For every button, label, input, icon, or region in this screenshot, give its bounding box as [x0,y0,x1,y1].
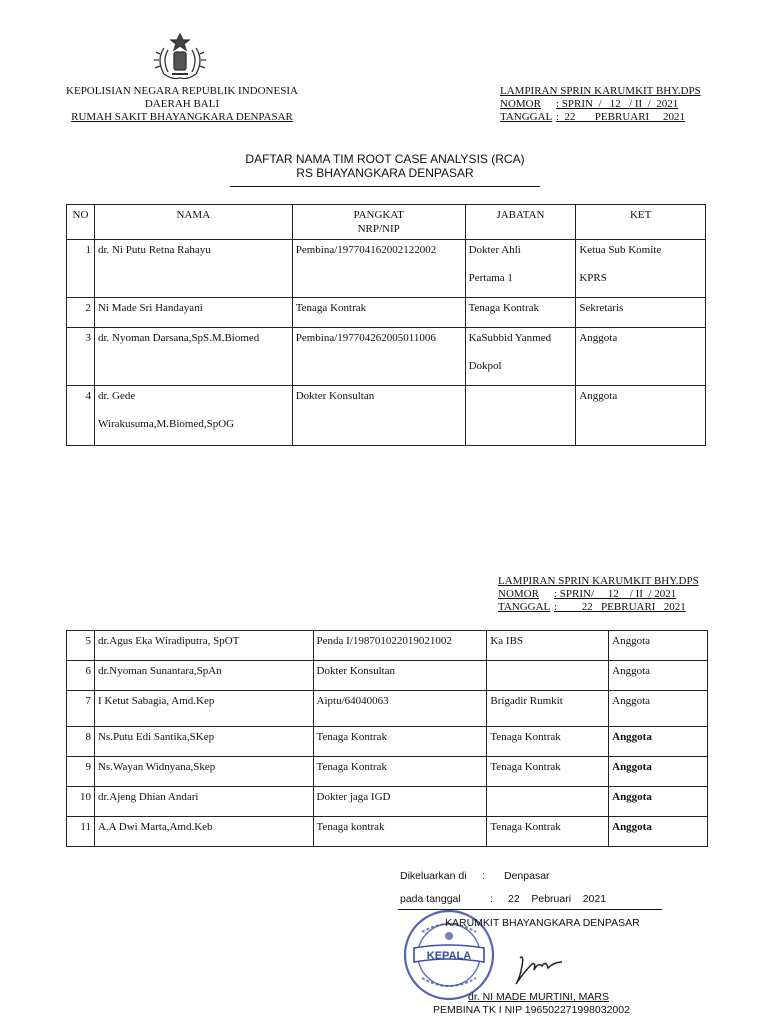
cell-jabatan: Tenaga Kontrak [487,817,609,847]
cell-nama: dr.Ajeng Dhian Andari [94,787,313,817]
col-header-no: NO [67,205,95,240]
cell-ket: Anggota [609,691,708,727]
issued-date-value: 22 Pebruari 2021 [508,893,607,905]
org-line-1: KEPOLISIAN NEGARA REPUBLIK INDONESIA [66,85,298,97]
nomor-label: NOMOR [500,98,541,110]
cell-ket: Anggota [609,817,708,847]
cell-pangkat: Tenaga Kontrak [292,298,465,328]
table-row [67,661,708,691]
cell-no: 10 [67,787,95,817]
reference-block-1 [500,85,702,124]
cell-nama-line2: Wirakusuma,M.Biomed,SpOG [97,418,235,430]
cell-pangkat: Dokter Konsultan [313,661,487,691]
cell-jabatan [487,787,609,817]
cell-ket: Sekretaris [576,298,706,328]
cell-nama-line1: dr. Ni Putu Retna Rahayu [97,244,211,256]
cell-jabatan: Tenaga Kontrak [465,298,576,328]
table-row [67,787,708,817]
cell-jabatan: Tenaga Kontrak [487,727,609,757]
issued-at-sep: : [482,870,485,882]
cell-no: 6 [67,661,95,691]
cell-pangkat: Pembina/197704162002122002 [292,240,465,298]
cell-no: 9 [67,757,95,787]
document-title [230,152,540,180]
cell-nama: Ns.Wayan Widnyana,Skep [94,757,313,787]
cell-pangkat: Tenaga Kontrak [313,757,487,787]
issued-date-label: pada tanggal [400,893,461,905]
cell-no: 11 [67,817,95,847]
stamp-text: KEPALA [426,950,472,962]
cell-nama: dr.Nyoman Sunantara,SpAn [94,661,313,691]
cell-pangkat: Tenaga Kontrak [313,727,487,757]
cell-no: 1 [67,240,95,298]
reference-block-2 [498,575,702,614]
institution-header [64,85,300,124]
nomor-label: NOMOR [498,588,539,600]
cell-ket: Anggota [609,631,708,661]
issued-date-sep: : [490,893,493,905]
table-row [67,691,708,727]
cell-no: 3 [67,328,95,386]
col-header-pangkat-line2: NRP/NIP [357,223,400,235]
table-row [67,328,706,386]
issued-at-label: Dikeluarkan di [400,870,467,882]
cell-ket: Anggota [609,787,708,817]
cell-no: 8 [67,727,95,757]
cell-jabatan [465,240,576,298]
lampiran-label: LAMPIRAN SPRIN KARUMKIT BHY.DPS [498,575,699,587]
tanggal-value: : 22 PEBRUARI 2021 [556,111,685,123]
cell-nama [94,386,292,446]
cell-nama-line1: dr. Gede [97,390,136,402]
cell-ket: Anggota [609,727,708,757]
col-header-jabatan: JABATAN [465,205,576,240]
cell-no: 4 [67,386,95,446]
signatory-name: dr. NI MADE MURTINI, MARS [468,991,609,1003]
cell-nama: Ni Made Sri Handayani [94,298,292,328]
cell-pangkat: Dokter jaga IGD [313,787,487,817]
tanggal-label: TANGGAL [498,601,551,613]
cell-ket: Anggota [576,328,706,386]
nomor-value: : SPRIN / 12 / II / 2021 [556,98,679,110]
cell-jabatan [465,386,576,446]
cell-pangkat: Pembina/197704262005011006 [292,328,465,386]
cell-ket [576,240,706,298]
cell-no: 7 [67,691,95,727]
nomor-value: : SPRIN/ 12 / II / 2021 [554,588,677,600]
table-row [67,817,708,847]
cell-jabatan-line2: Pertama 1 [468,272,513,284]
cell-nama: I Ketut Sabagia, Amd.Kep [94,691,313,727]
table-row [67,727,708,757]
cell-jabatan-line1: KaSubbid Yanmed [468,332,552,344]
cell-jabatan [487,661,609,691]
cell-ket: Anggota [609,757,708,787]
lampiran-label: LAMPIRAN SPRIN KARUMKIT BHY.DPS [500,85,701,97]
cell-jabatan: Tenaga Kontrak [487,757,609,787]
cell-pangkat: Dokter Konsultan [292,386,465,446]
cell-jabatan: Brigadir Rumkit [487,691,609,727]
handwritten-signature [502,944,568,990]
cell-pangkat: Penda I/198701022019021002 [313,631,487,661]
cell-nama: dr. Nyoman Darsana,SpS.M.Biomed [94,328,292,386]
cell-ket: Anggota [609,661,708,691]
cell-ket-line2: KPRS [579,272,607,284]
cell-pangkat: Tenaga kontrak [313,817,487,847]
title-underline [230,186,540,187]
cell-jabatan: Ka IBS [487,631,609,661]
signatory-rank-nip: PEMBINA TK I NIP 196502271998032002 [433,1004,630,1016]
cell-nama: dr.Agus Eka Wiradiputra, SpOT [94,631,313,661]
cell-ket-line1: Ketua Sub Komite [579,244,662,256]
cell-no: 2 [67,298,95,328]
cell-nama: Ns.Putu Edi Santika,SKep [94,727,313,757]
team-table-2 [66,630,708,847]
table-row [67,240,706,298]
issued-at-value: Denpasar [504,870,550,882]
team-table-1 [66,204,706,446]
cell-jabatan-line1: Dokter Ahli [468,244,521,256]
title-line-2: RS BHAYANGKARA DENPASAR [296,166,474,180]
col-header-pangkat-line1: PANGKAT [353,209,404,221]
col-header-pangkat [292,205,465,240]
cell-nama: A.A Dwi Marta,Amd.Keb [94,817,313,847]
col-header-ket: KET [576,205,706,240]
cell-jabatan [465,328,576,386]
table-row [67,757,708,787]
issued-at-line [400,870,700,882]
table-row [67,631,708,661]
org-line-2: DAERAH BALI [144,98,220,110]
title-line-1: DAFTAR NAMA TIM ROOT CASE ANALYSIS (RCA) [245,152,525,166]
cell-ket: Anggota [576,386,706,446]
org-line-3: RUMAH SAKIT BHAYANGKARA DENPASAR [71,111,293,123]
table-header-row [67,205,706,240]
table-row [67,298,706,328]
signing-institution: KARUMKIT BHAYANGKARA DENPASAR [445,917,640,929]
tanggal-value: : 22 PEBRUARI 2021 [554,601,686,613]
tanggal-label: TANGGAL [500,111,553,123]
police-emblem-logo [150,30,210,82]
col-header-nama: NAMA [94,205,292,240]
table-row [67,386,706,446]
cell-jabatan-line2: Dokpol [468,360,502,372]
issued-date-line [400,893,700,905]
cell-pangkat: Aiptu/64040063 [313,691,487,727]
cell-nama [94,240,292,298]
cell-no: 5 [67,631,95,661]
